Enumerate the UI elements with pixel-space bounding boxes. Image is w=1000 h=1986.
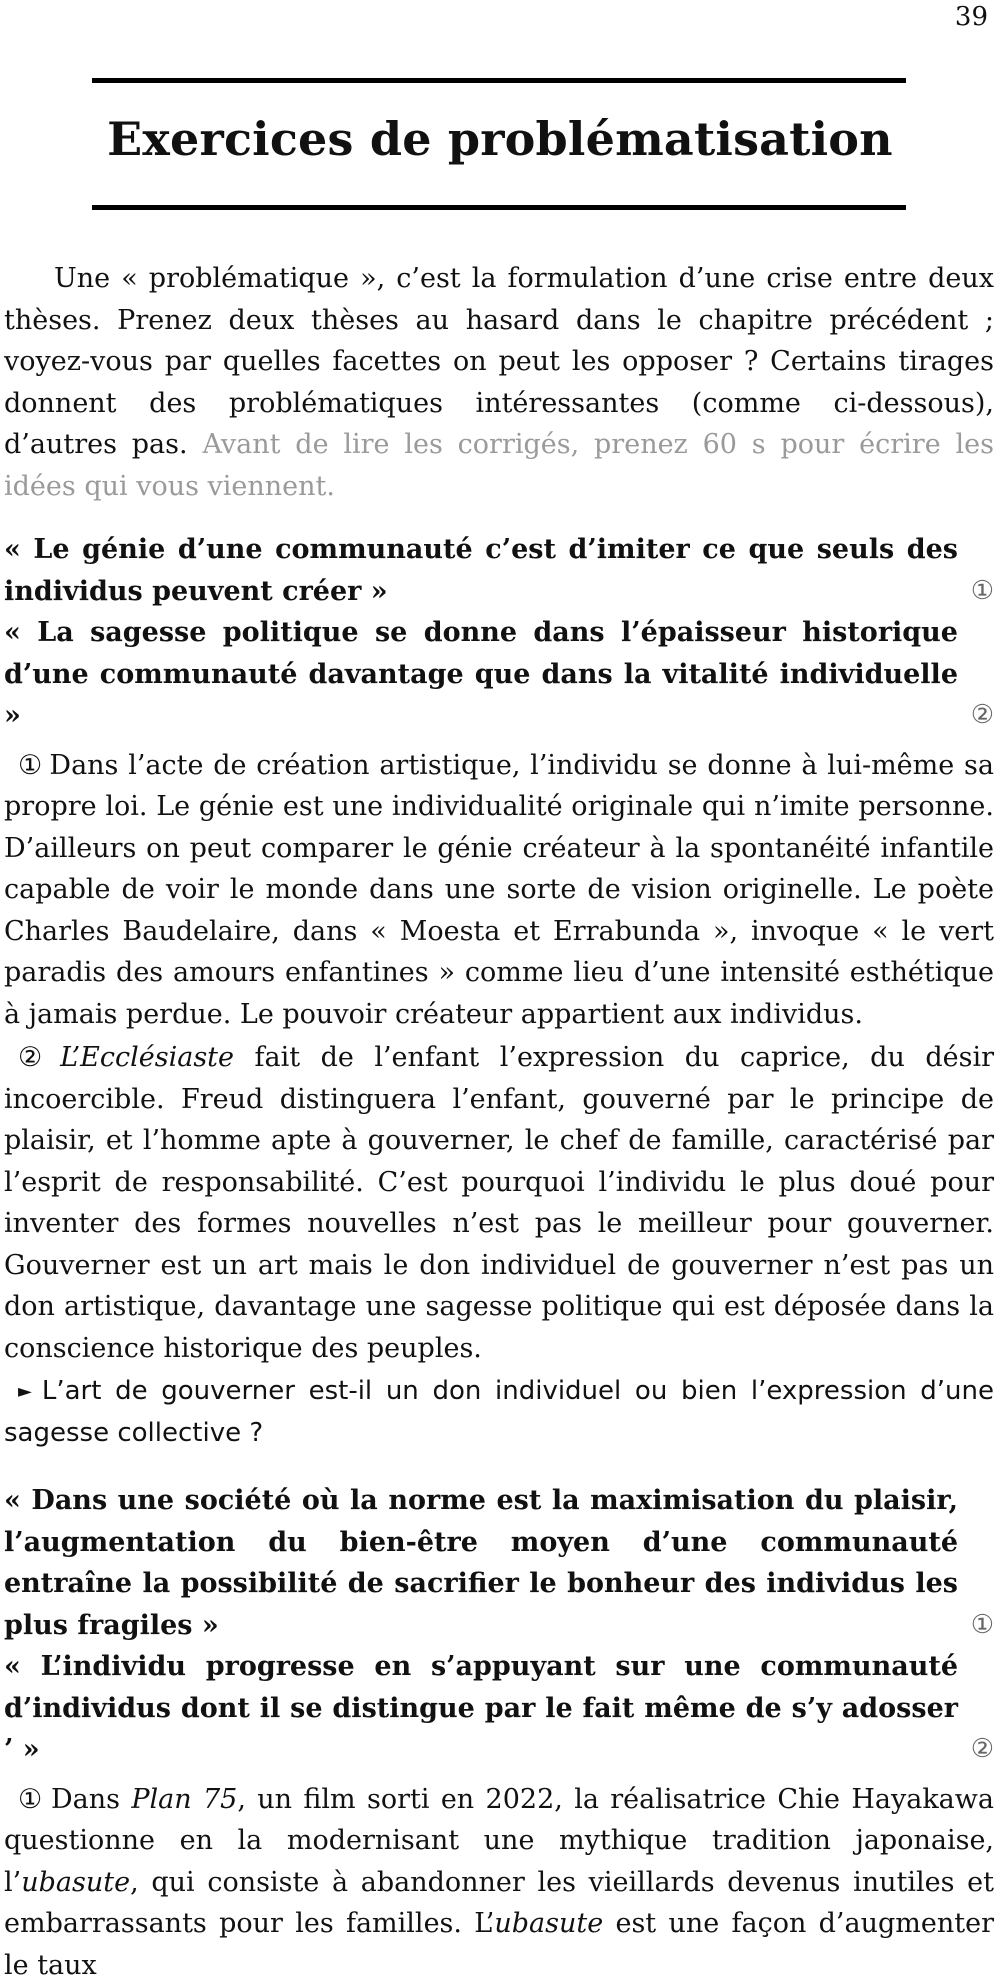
- intro-text: Une « problématique », c’est la formulation d’une crise entre deux thèses. Prenez deux thèses au hasard dans le chapitre précédent ; voyez-vous par quelles facettes on peut les opposer ? Certains tirages donnent des problématiques intéressantes (comme ci-dessous), d’autres pas.: [4, 263, 994, 460]
- problematic-question: [4, 1371, 994, 1454]
- paragraph-text: est une façon d’augmenter le taux: [4, 1908, 994, 1981]
- thesis-1: [4, 529, 994, 612]
- paragraph-text: Dans l’acte de création artistique, l’individu se donne à lui-même sa propre loi. Le génie est une individualité originale qui n’imite personne. D’ailleurs on peut comparer le génie créateur à la spontanéité infantile capable de voir le monde dans une sorte de vision originelle. Le poète Charles Baudelaire, dans « Moesta et Errabunda », invoque « le vert paradis des amours enfantines » comme lieu d’une intensité esthétique à jamais perdue. Le pouvoir créateur appartient aux individus.: [4, 750, 994, 1030]
- title-top-rule: [92, 78, 906, 83]
- term-ubasute: ubasute: [494, 1908, 603, 1939]
- term-ubasute: ubasute: [21, 1867, 130, 1898]
- answer-paragraph-1: [4, 745, 994, 1036]
- thesis-number: ①: [971, 571, 994, 613]
- paragraph-text: , un film sorti en 2022, la réalisatrice Chie Hayakawa questionne en la modernisant une mythique tradition japonaise, l’: [4, 1784, 994, 1898]
- book-title: L’Ecclésiaste: [60, 1042, 234, 1073]
- thesis-text: « Le génie d’une communauté c’est d’imiter ce que seuls des individus peuvent créer »: [4, 534, 958, 607]
- film-title: Plan 75: [131, 1784, 237, 1815]
- paragraph-text: Dans: [51, 1784, 131, 1815]
- thesis-text: « La sagesse politique se donne dans l’épaisseur historique d’une communauté davantage que dans la vitalité individuelle »: [4, 617, 958, 731]
- intro-paragraph: [4, 258, 994, 507]
- title-bottom-rule: [92, 205, 906, 210]
- thesis-2: [4, 612, 994, 737]
- page-number: 39: [955, 2, 988, 32]
- thesis-number: ②: [971, 695, 994, 737]
- answer-paragraph-3: [4, 1779, 994, 1986]
- paragraph-marker: ①: [18, 1784, 45, 1815]
- thesis-number: ①: [971, 1605, 994, 1647]
- intro-instruction: Avant de lire les corrigés, prenez 60 s pour écrire les idées qui vous viennent.: [4, 429, 994, 502]
- thesis-number: ②: [971, 1729, 994, 1771]
- triangle-bullet-icon: ►: [18, 1381, 32, 1402]
- theses-group-1: [4, 529, 994, 737]
- paragraph-text: fait de l’enfant l’expression du caprice, du désir incoercible. Freud distinguera l’enfant, gouverné par le principe de plaisir, et l’homme apte à gouverner, le chef de famille, caractérisé par l’esprit de responsabilité. C’est pourquoi l’individu le plus doué pour inventer des formes nouvelles n’est pas le meilleur pour gouverner. Gouverner est un art mais le don individuel de gouverner n’est pas un don artistique, davantage une sagesse politique qui est déposée dans la conscience historique des peuples.: [4, 1042, 994, 1364]
- paragraph-marker: ①: [18, 750, 43, 781]
- thesis-2: [4, 1646, 994, 1771]
- page-content: [4, 258, 994, 1986]
- thesis-1: [4, 1480, 994, 1646]
- answer-paragraph-2: [4, 1037, 994, 1369]
- page-title: Exercices de problématisation: [0, 112, 1000, 166]
- thesis-text: « L’individu progresse en s’appuyant sur une communauté d’individus dont il se distingue par le fait même de s’y adosser ’ »: [4, 1651, 958, 1765]
- paragraph-marker: ②: [18, 1042, 54, 1073]
- paragraph-text: , qui consiste à abandonner les vieillards devenus inutiles et embarrassants pour les familles. L’: [4, 1867, 994, 1940]
- theses-group-2: [4, 1480, 994, 1771]
- thesis-text: « Dans une société où la norme est la maximisation du plaisir, l’augmentation du bien-être moyen d’une communauté entraîne la possibilité de sacrifier le bonheur des individus les plus fragiles »: [4, 1485, 958, 1641]
- question-text: L’art de gouverner est-il un don individuel ou bien l’expression d’une sagesse collective ?: [4, 1376, 994, 1448]
